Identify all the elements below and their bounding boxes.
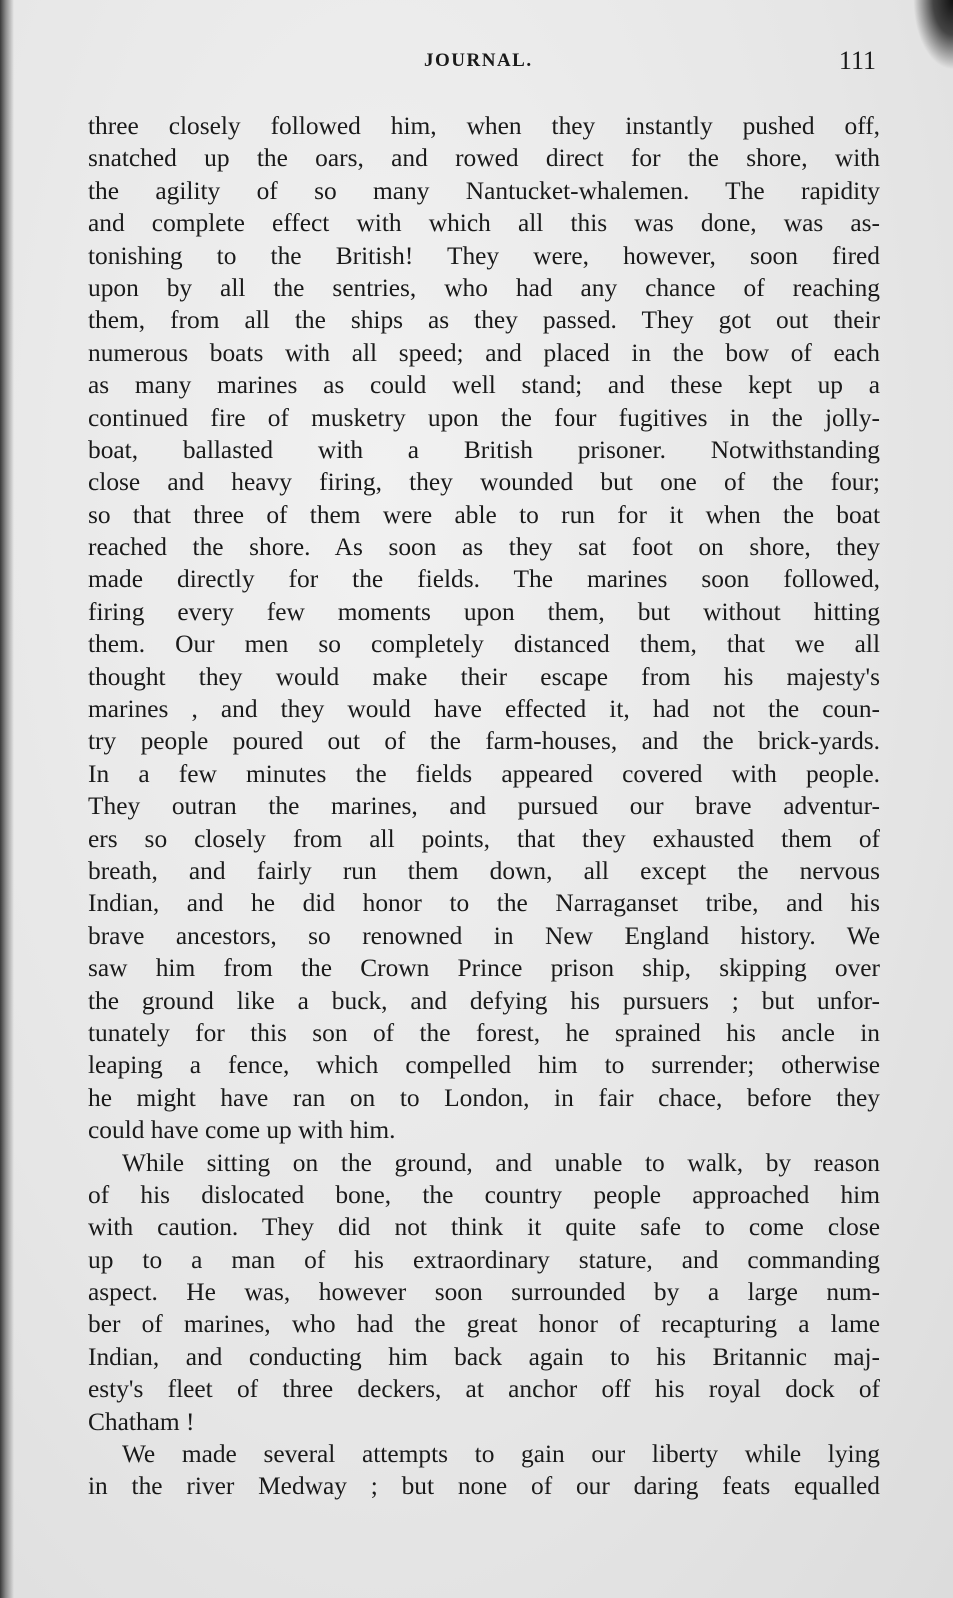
text-line: tonishing to the British! They were, however, soon fired — [88, 241, 880, 270]
text-line: Indian, and conducting him back again to his Britannic maj- — [88, 1342, 880, 1371]
text-line: tunately for this son of the forest, he sprained his ancle in — [88, 1018, 880, 1047]
text-line: the ground like a buck, and defying his pursuers ; but unfor- — [88, 986, 880, 1015]
text-line: breath, and fairly run them down, all except the nervous — [88, 856, 880, 885]
text-line: them. Our men so completely distanced them, that we all — [88, 630, 880, 659]
text-line: so that three of them were able to run for it when the boat — [88, 500, 880, 529]
running-head: JOURNAL. — [424, 50, 533, 71]
text-line: saw him from the Crown Prince prison ship, skipping over — [88, 954, 880, 983]
page-corner-shadow — [913, 0, 953, 70]
text-line: firing every few moments upon them, but without hitting — [88, 597, 880, 626]
text-line: boat, ballasted with a British prisoner. Notwithstanding — [88, 435, 880, 464]
text-line: three closely followed him, when they instantly pushed off, — [88, 112, 880, 140]
text-line: numerous boats with all speed; and placed in the bow of each — [88, 338, 880, 367]
paragraph-end-line: Chatham ! — [88, 1407, 195, 1436]
text-line: esty's fleet of three deckers, at anchor off his royal dock of — [88, 1375, 880, 1404]
text-line: continued fire of musketry upon the four fugitives in the jolly- — [88, 403, 880, 432]
text-line: brave ancestors, so renowned in New England history. We — [88, 921, 880, 950]
page-number: 111 — [838, 46, 876, 75]
text-line: and complete effect with which all this was done, was as- — [88, 209, 880, 238]
text-line: with caution. They did not think it quite safe to come close — [88, 1213, 880, 1242]
text-line: ers so closely from all points, that they exhausted them of — [88, 824, 880, 853]
text-line: upon by all the sentries, who had any chance of reaching — [88, 273, 880, 302]
text-line: reached the shore. As soon as they sat foot on shore, they — [88, 533, 880, 562]
text-line: They outran the marines, and pursued our brave adventur- — [88, 792, 880, 821]
text-line: marines , and they would have effected it, had not the coun- — [88, 695, 880, 724]
text-line: Indian, and he did honor to the Narraganset tribe, and his — [88, 889, 880, 918]
text-line: snatched up the oars, and rowed direct for the shore, with — [88, 144, 880, 173]
text-line: thought they would make their escape from his majesty's — [88, 662, 880, 691]
text-line: leaping a fence, which compelled him to surrender; otherwise — [88, 1051, 880, 1080]
text-line: the agility of so many Nantucket-whalemen. The rapidity — [88, 176, 880, 205]
paragraph-end-line: could have come up with him. — [88, 1116, 396, 1145]
text-line: in the river Medway ; but none of our daring feats equalled — [88, 1472, 880, 1501]
page-edge-shadow — [0, 0, 14, 1598]
text-line: close and heavy firing, they wounded but one of the four; — [88, 468, 880, 497]
text-line: In a few minutes the fields appeared covered with people. — [88, 759, 880, 788]
text-line: he might have ran on to London, in fair chace, before they — [88, 1083, 880, 1112]
paragraph-start-line: We made several attempts to gain our liberty while lying — [122, 1440, 880, 1469]
paragraph-start-line: While sitting on the ground, and unable to walk, by reason — [122, 1148, 880, 1177]
text-line: up to a man of his extraordinary stature, and commanding — [88, 1245, 880, 1274]
body-text — [88, 110, 880, 1503]
text-line: aspect. He was, however soon surrounded by a large num- — [88, 1278, 880, 1307]
text-line: ber of marines, who had the great honor of recapturing a lame — [88, 1310, 880, 1339]
text-line: of his dislocated bone, the country people approached him — [88, 1180, 880, 1209]
text-line: them, from all the ships as they passed. They got out their — [88, 306, 880, 335]
text-line: as many marines as could well stand; and these kept up a — [88, 371, 880, 400]
text-line: try people poured out of the farm-houses, and the brick-yards. — [88, 727, 880, 756]
text-line: made directly for the fields. The marines soon followed, — [88, 565, 880, 594]
page-header — [88, 46, 880, 86]
